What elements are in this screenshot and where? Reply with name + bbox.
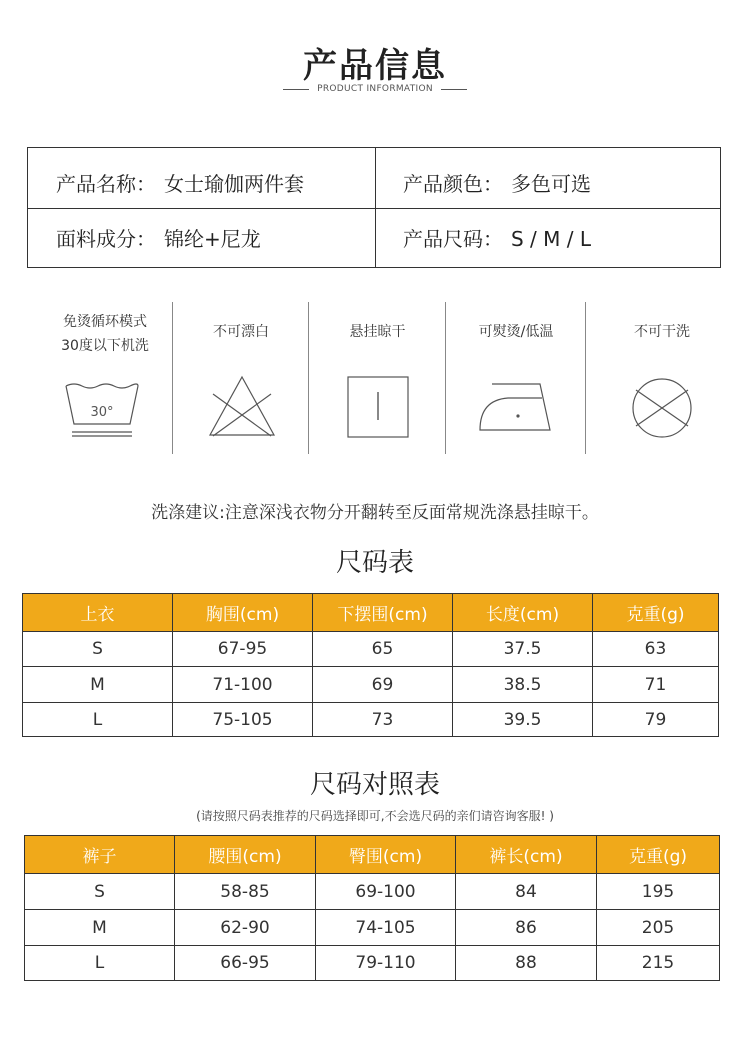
table-cell: 71 [593, 667, 719, 703]
iron-low-icon [478, 378, 558, 436]
table-cell: 74-105 [316, 910, 456, 946]
table-row [25, 910, 720, 946]
care-instructions [0, 302, 750, 454]
care-item-line-dry: 悬挂晾干 [311, 302, 444, 454]
header-cell: 裤子 [25, 836, 175, 874]
pants-size-chart-title: 尺码对照表 [309, 770, 440, 800]
product-size-label: 产品尺码： [403, 227, 503, 251]
header-cell: 上衣 [23, 594, 173, 632]
top-size-table [22, 593, 719, 737]
table-cell: 58-85 [175, 874, 316, 910]
subtitle-row [0, 84, 750, 94]
care-item-wash: 免烫循环模式 30度以下机洗 30° [40, 302, 170, 454]
table-cell: 69 [313, 667, 453, 703]
product-info-box [27, 147, 721, 268]
table-cell: 84 [456, 874, 597, 910]
table-cell: 66-95 [175, 946, 316, 981]
table-cell: 62-90 [175, 910, 316, 946]
divider-left [283, 89, 309, 90]
header-cell: 下摆围(cm) [313, 594, 453, 632]
product-name-label: 产品名称： [56, 172, 156, 196]
product-name-value: 女士瑜伽两件套 [164, 172, 304, 196]
table-cell: 73 [313, 703, 453, 737]
table-cell: 37.5 [453, 632, 593, 667]
product-fabric-value: 锦纶+尼龙 [164, 227, 261, 251]
header-cell: 长度(cm) [453, 594, 593, 632]
care-item-no-dry-clean: 不可干洗 [588, 302, 736, 454]
no-bleach-icon [207, 374, 277, 438]
table-row [25, 874, 720, 910]
no-dry-clean-icon [630, 376, 694, 440]
table-cell: 195 [597, 874, 720, 910]
table-cell: 71-100 [173, 667, 313, 703]
product-color-label: 产品颜色： [403, 172, 503, 196]
page-subtitle: PRODUCT INFORMATION [317, 84, 433, 94]
table-cell: L [23, 703, 173, 737]
header-cell: 克重(g) [593, 594, 719, 632]
product-color-value: 多色可选 [511, 172, 591, 196]
header-cell: 腰围(cm) [175, 836, 316, 874]
table-cell: 86 [456, 910, 597, 946]
pants-size-chart-note: (请按照尺码表推荐的尺码选择即可,不会选尺码的亲们请咨询客服! ) [196, 809, 554, 823]
table-cell: S [25, 874, 175, 910]
header-cell: 胸围(cm) [173, 594, 313, 632]
care-item-iron: 可熨烫/低温 [448, 302, 584, 454]
header-cell: 臀围(cm) [316, 836, 456, 874]
table-row [23, 632, 719, 667]
wash-30-icon [62, 380, 142, 440]
product-fabric [56, 223, 261, 252]
table-cell: 88 [456, 946, 597, 981]
table-cell: 79-110 [316, 946, 456, 981]
table-cell: 205 [597, 910, 720, 946]
washing-advice: 洗涤建议:注意深浅衣物分开翻转至反面常规洗涤悬挂晾干。 [151, 503, 599, 523]
table-row [23, 667, 719, 703]
top-size-chart-title: 尺码表 [335, 548, 414, 578]
table-cell: 63 [593, 632, 719, 667]
table-row [23, 703, 719, 737]
wash-temp-label: 30° [90, 405, 114, 420]
table-cell: 38.5 [453, 667, 593, 703]
product-name [56, 168, 304, 197]
table-cell: 75-105 [173, 703, 313, 737]
table-cell: S [23, 632, 173, 667]
header-cell: 裤长(cm) [456, 836, 597, 874]
table-cell: M [23, 667, 173, 703]
table-cell: 215 [597, 946, 720, 981]
pants-size-table [24, 835, 720, 981]
table-cell: 69-100 [316, 874, 456, 910]
product-fabric-label: 面料成分： [56, 227, 156, 251]
table-cell: L [25, 946, 175, 981]
line-dry-icon [347, 376, 409, 438]
table-cell: M [25, 910, 175, 946]
page-title: 产品信息 [303, 46, 447, 86]
table-header-row [23, 594, 719, 632]
product-size-value: S / M / L [511, 227, 591, 251]
table-cell: 39.5 [453, 703, 593, 737]
table-row [25, 946, 720, 981]
divider-right [441, 89, 467, 90]
care-item-no-bleach: 不可漂白 [175, 302, 307, 454]
table-header-row [25, 836, 720, 874]
product-size [403, 223, 591, 252]
header-cell: 克重(g) [597, 836, 720, 874]
table-cell: 65 [313, 632, 453, 667]
product-color [403, 168, 591, 197]
table-cell: 79 [593, 703, 719, 737]
table-cell: 67-95 [173, 632, 313, 667]
